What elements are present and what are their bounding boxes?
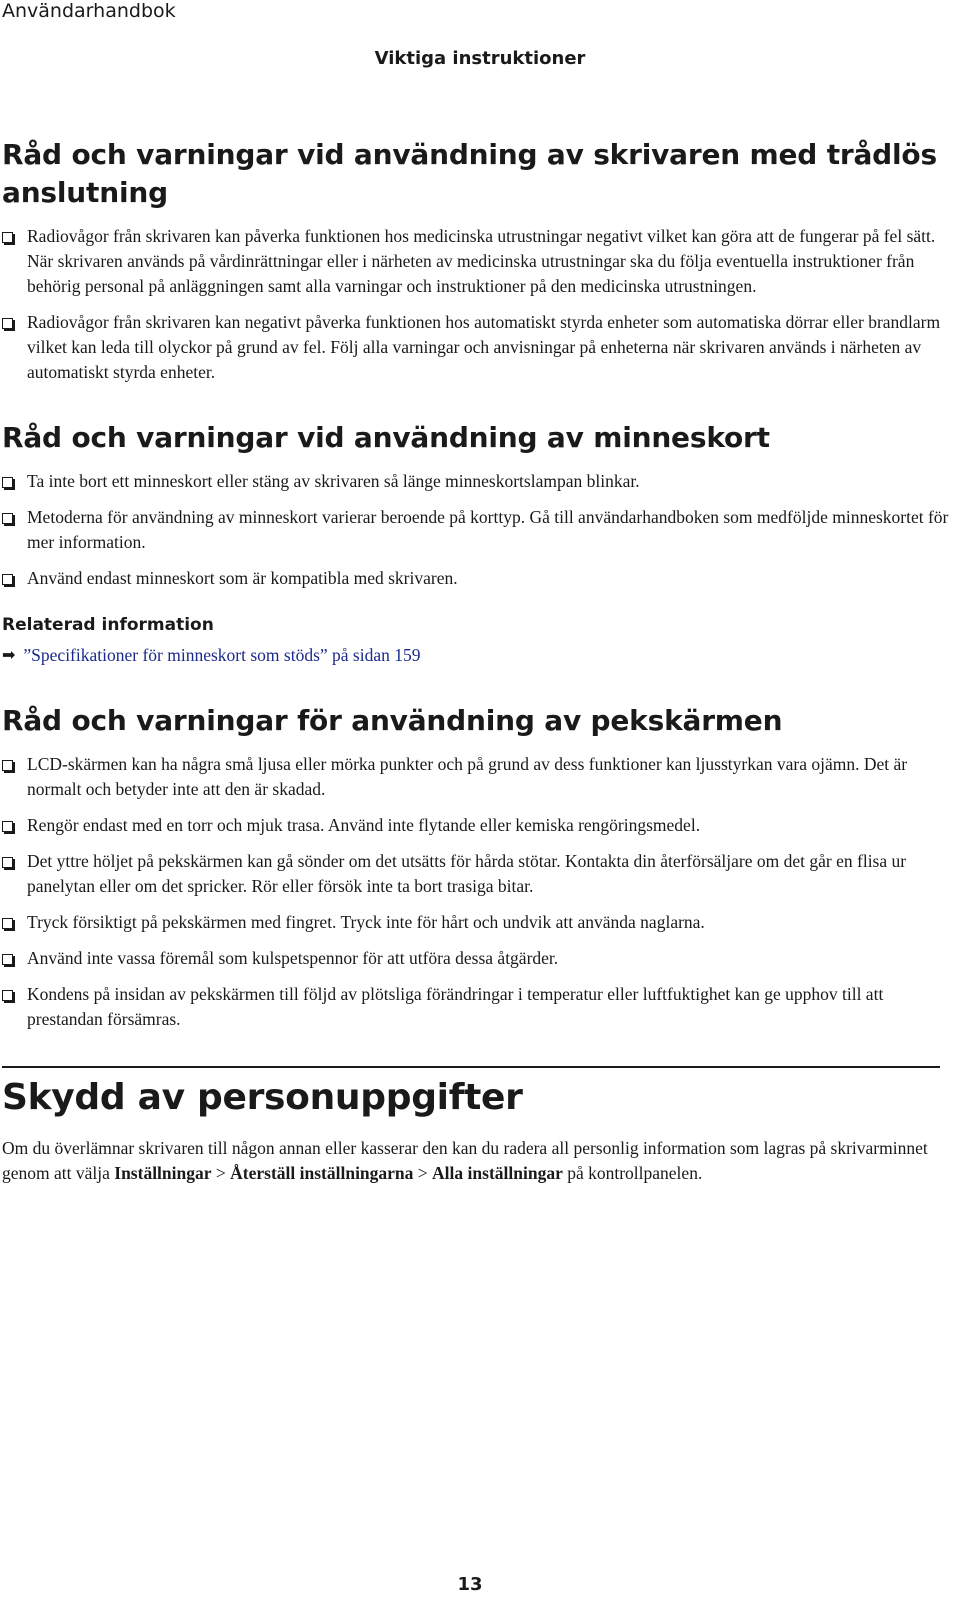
menu-separator: > bbox=[211, 1163, 231, 1183]
checkbox-bullet-icon bbox=[2, 477, 13, 488]
checkbox-bullet-icon bbox=[2, 821, 13, 832]
checkbox-bullet-icon bbox=[2, 990, 13, 1001]
checkbox-bullet-icon bbox=[2, 318, 13, 329]
section-touchscreen bbox=[2, 702, 958, 1032]
menu-separator: > bbox=[413, 1163, 433, 1183]
checkbox-bullet-icon bbox=[2, 918, 13, 929]
page-number: 13 bbox=[457, 1574, 483, 1595]
list-item-text: Använd inte vassa föremål som kulspetspennor för att utföra dessa åtgärder. bbox=[27, 948, 559, 968]
section-privacy bbox=[2, 1066, 958, 1186]
list-item-text: LCD-skärmen kan ha några små ljusa eller mörka punkter och på grund av dess funktioner kan ljusstyrkan vara ojämn. Det är normalt och betyder inte att den är skadad. bbox=[27, 754, 908, 799]
section-memory-card bbox=[2, 419, 958, 668]
list-item-text: Använd endast minneskort som är kompatibla med skrivaren. bbox=[27, 568, 458, 588]
privacy-paragraph bbox=[2, 1136, 942, 1186]
privacy-text: Om du överlämnar skrivaren till någon annan eller kasserar den kan du radera all personlig information som lagras på skrivarminnet genom att välja bbox=[2, 1138, 928, 1183]
list-item bbox=[2, 946, 958, 971]
bullet-list bbox=[2, 752, 958, 1032]
list-item-text: Ta inte bort ett minneskort eller stäng av skrivaren så länge minneskortslampan blinkar. bbox=[27, 471, 640, 491]
checkbox-bullet-icon bbox=[2, 574, 13, 585]
checkbox-bullet-icon bbox=[2, 760, 13, 771]
checkbox-bullet-icon bbox=[2, 857, 13, 868]
list-item bbox=[2, 505, 958, 555]
section-divider bbox=[2, 1066, 940, 1068]
list-item-text: Tryck försiktigt på pekskärmen med fingret. Tryck inte för hårt och undvik att använda naglarna. bbox=[27, 912, 705, 932]
checkbox-bullet-icon bbox=[2, 513, 13, 524]
section-heading: Råd och varningar vid användning av skrivaren med trådlös anslutning bbox=[2, 138, 937, 209]
arrow-right-icon: ➡ bbox=[2, 647, 16, 664]
list-item bbox=[2, 813, 958, 838]
chapter-heading: Skydd av personuppgifter bbox=[2, 1077, 523, 1118]
privacy-text: på kontrollpanelen. bbox=[562, 1163, 703, 1183]
related-info-link[interactable] bbox=[2, 643, 958, 668]
related-info-title: Relaterad information bbox=[2, 615, 214, 635]
list-item bbox=[2, 224, 958, 299]
page-content bbox=[2, 136, 958, 1186]
list-item bbox=[2, 849, 958, 899]
list-item bbox=[2, 310, 958, 385]
menu-path-settings: Inställningar bbox=[114, 1163, 212, 1183]
list-item-text: Rengör endast med en torr och mjuk trasa. Använd inte flytande eller kemiska rengöringsmedel. bbox=[27, 815, 701, 835]
list-item bbox=[2, 469, 958, 494]
section-title: Viktiga instruktioner bbox=[374, 48, 586, 69]
list-item-text: Det yttre höljet på pekskärmen kan gå sönder om det utsätts för hårda stötar. Kontakta din återförsäljare om det går en flisa ur panelytan eller om det spricker. Rör eller försök inte ta bort trasiga bitar. bbox=[27, 851, 907, 896]
bullet-list bbox=[2, 224, 958, 385]
menu-path-all-settings: Alla inställningar bbox=[432, 1163, 563, 1183]
list-item bbox=[2, 910, 958, 935]
list-item bbox=[2, 752, 958, 802]
running-head: Användarhandbok bbox=[2, 0, 176, 22]
list-item-text: Radiovågor från skrivaren kan negativt påverka funktionen hos automatiskt styrda enheter som automatiska dörrar eller brandlarm vilket kan leda till olyckor på grund av fel. Följ alla varningar och anvisningar på enheterna när skrivaren används i närheten av automatiskt styrda enheter. bbox=[27, 312, 941, 382]
checkbox-bullet-icon bbox=[2, 232, 13, 243]
list-item bbox=[2, 566, 958, 591]
list-item-text: Kondens på insidan av pekskärmen till följd av plötsliga förändringar i temperatur eller luftfuktighet kan ge upphov till att prestandan försämras. bbox=[27, 984, 884, 1029]
bullet-list bbox=[2, 469, 958, 591]
section-heading: Råd och varningar för användning av pekskärmen bbox=[2, 704, 783, 737]
section-wireless bbox=[2, 136, 958, 385]
list-item bbox=[2, 982, 958, 1032]
related-info-link-text[interactable]: ”Specifikationer för minneskort som stöds” på sidan 159 bbox=[23, 645, 421, 665]
menu-path-restore: Återställ inställningarna bbox=[230, 1163, 414, 1183]
checkbox-bullet-icon bbox=[2, 954, 13, 965]
list-item-text: Radiovågor från skrivaren kan påverka funktionen hos medicinska utrustningar negativt vilket kan göra att de fungerar på fel sätt. När skrivaren används på vårdinrättningar eller i närheten av medicinska utrustningar ska du följa eventuella instruktioner från behörig personal på anläggningen samt alla varningar och instruktioner på den medicinska utrustningen. bbox=[27, 226, 936, 296]
section-heading: Råd och varningar vid användning av minneskort bbox=[2, 421, 770, 454]
list-item-text: Metoderna för användning av minneskort varierar beroende på korttyp. Gå till användarhandboken som medföljde minneskortet för mer information. bbox=[27, 507, 949, 552]
